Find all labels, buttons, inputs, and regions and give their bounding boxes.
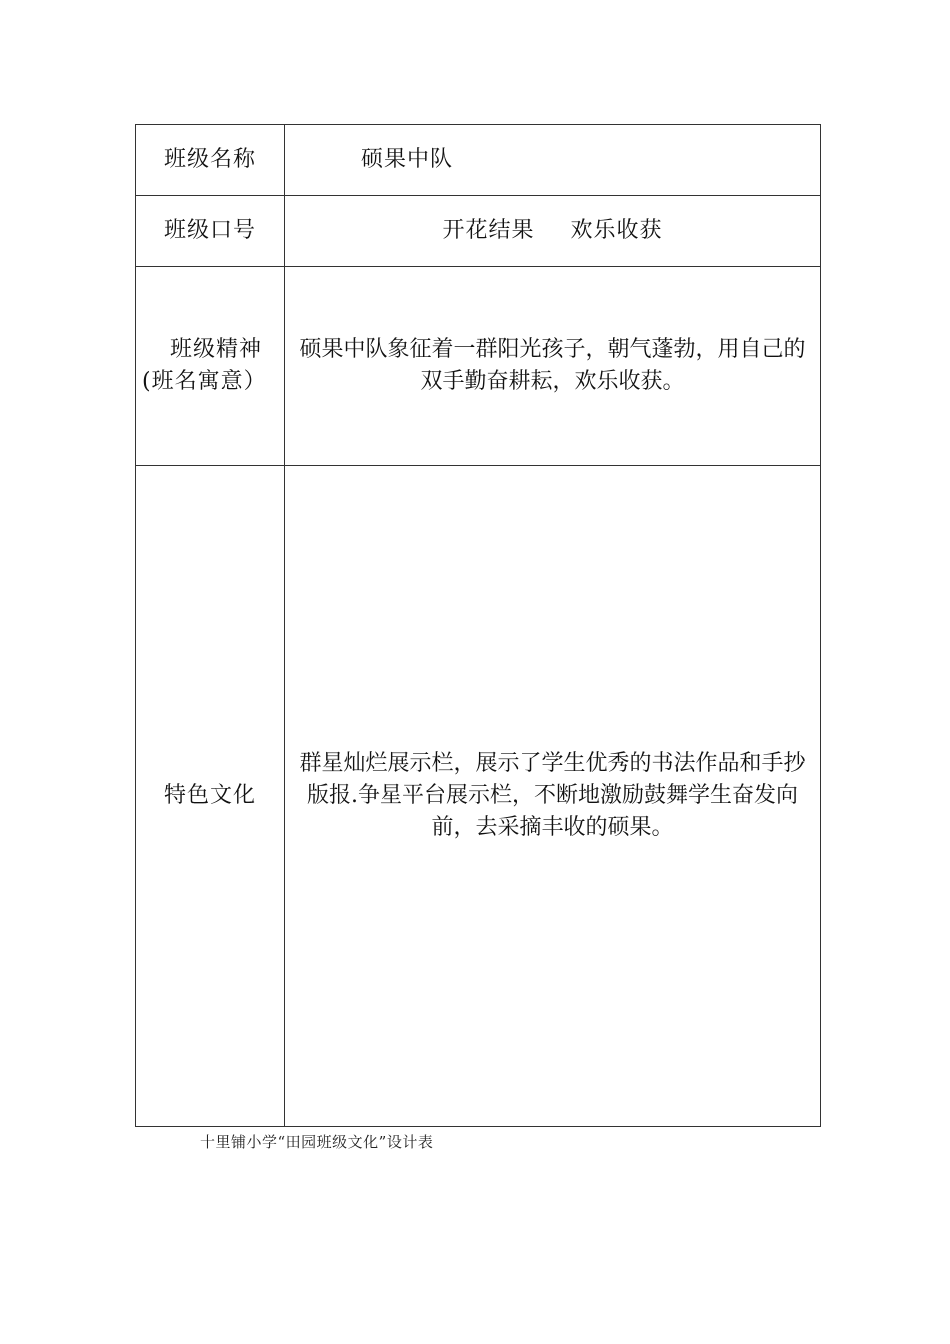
class-slogan-label: 班级口号 bbox=[136, 196, 285, 267]
class-spirit-label bbox=[136, 267, 285, 466]
table-row-class-slogan bbox=[136, 196, 821, 267]
class-spirit-label-line1: 班级精神 bbox=[169, 337, 262, 363]
slogan-part-2: 欢乐收获 bbox=[570, 218, 663, 244]
table-row-class-name bbox=[136, 125, 821, 196]
table-row-class-spirit bbox=[136, 267, 821, 466]
table-row-feature-culture bbox=[136, 466, 821, 1127]
class-culture-design-table bbox=[135, 124, 821, 1127]
table-caption: 十里铺小学“田园班级文化”设计表 bbox=[200, 1133, 434, 1151]
feature-culture-value: 群星灿烂展示栏，展示了学生优秀的书法作品和手抄版报.争星平台展示栏，不断地激励鼓舞学生奋发向前，去采摘丰收的硕果。 bbox=[285, 466, 821, 1127]
class-name-label: 班级名称 bbox=[136, 125, 285, 196]
class-name-value: 硕果中队 bbox=[285, 125, 821, 196]
class-spirit-value: 硕果中队象征着一群阳光孩子，朝气蓬勃，用自己的双手勤奋耕耘，欢乐收获。 bbox=[285, 267, 821, 466]
class-spirit-label-line2: (班名寓意） bbox=[142, 369, 267, 394]
class-slogan-value bbox=[285, 196, 821, 267]
feature-culture-label: 特色文化 bbox=[136, 466, 285, 1127]
slogan-part-1: 开花结果 bbox=[442, 218, 535, 244]
